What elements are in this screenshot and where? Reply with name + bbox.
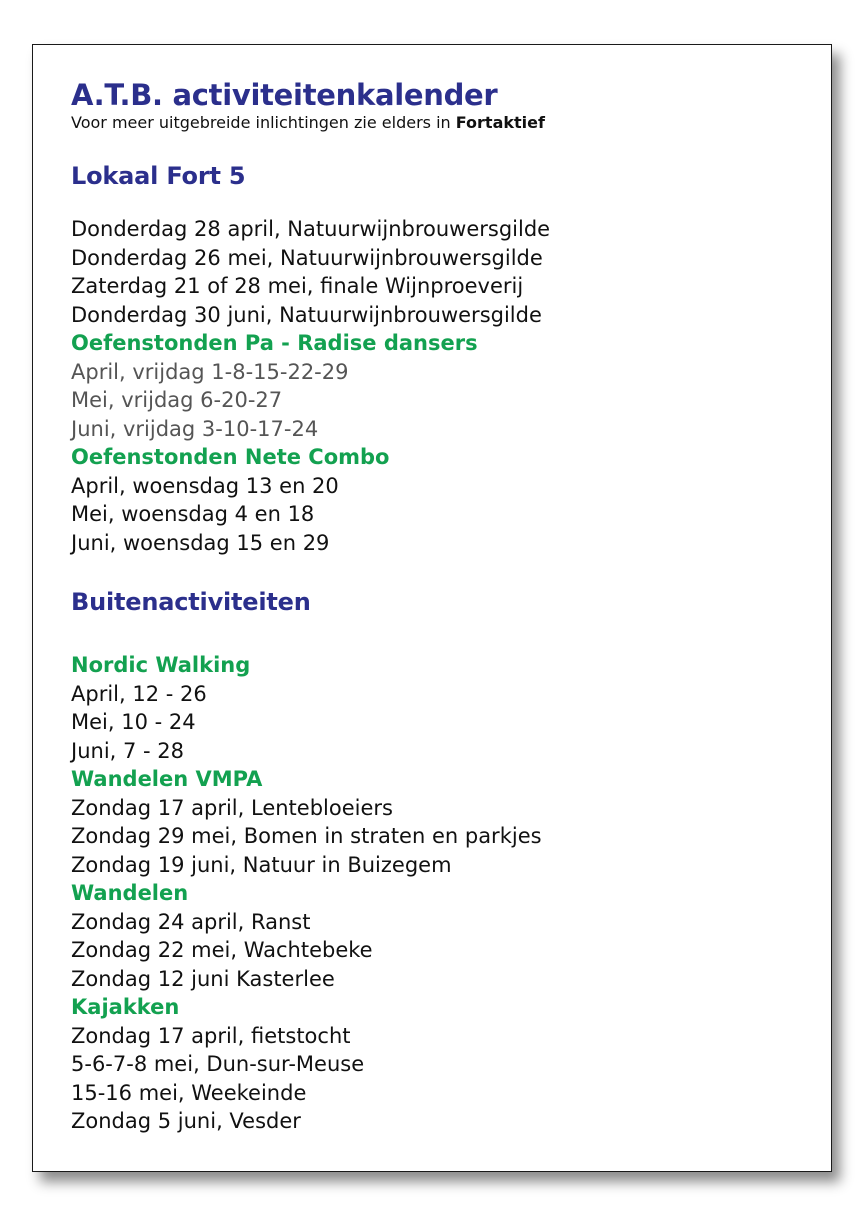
page-content xyxy=(71,77,811,1136)
wandelen-group xyxy=(71,879,811,993)
list-item: Zondag 22 mei, Wachtebeke xyxy=(71,938,373,962)
list-item: Mei, vrijdag 6-20-27 xyxy=(71,388,283,412)
list-item: April, woensdag 13 en 20 xyxy=(71,473,339,498)
list-item: Donderdag 28 april, Natuurwijnbrouwersgilde xyxy=(71,217,551,241)
subheading-kajakken: Kajakken xyxy=(71,995,180,1019)
list-item: Zondag 17 april, fietstocht xyxy=(71,1023,351,1048)
list-item: Donderdag 30 juni, Natuurwijnbrouwersgilde xyxy=(71,302,542,327)
list-item: Mei, woensdag 4 en 18 xyxy=(71,502,315,526)
list-item: 5-6-7-8 mei, Dun-sur-Meuse xyxy=(71,1052,365,1076)
section-heading-lokaal: Lokaal Fort 5 xyxy=(71,162,246,190)
vmpa-group xyxy=(71,765,811,879)
list-item: Juni, vrijdag 3-10-17-24 xyxy=(71,416,319,441)
lokaal-events xyxy=(71,215,811,329)
list-item: April, vrijdag 1-8-15-22-29 xyxy=(71,359,349,384)
list-item: Zondag 5 juni, Vesder xyxy=(71,1109,301,1133)
list-item: Zaterdag 21 of 28 mei, finale Wijnproeverij xyxy=(71,274,524,298)
section-heading-buiten: Buitenactiviteiten xyxy=(71,588,311,616)
page-title: A.T.B. activiteitenkalender xyxy=(71,78,498,112)
page-subtitle xyxy=(71,113,811,133)
subheading-nete: Oefenstonden Nete Combo xyxy=(71,445,390,469)
list-item: Juni, woensdag 15 en 29 xyxy=(71,530,330,555)
subheading-wandelen: Wandelen xyxy=(71,881,189,905)
list-item: April, 12 - 26 xyxy=(71,681,207,706)
list-item: Donderdag 26 mei, Natuurwijnbrouwersgilde xyxy=(71,245,543,270)
list-item: Mei, 10 - 24 xyxy=(71,710,196,734)
subheading-vmpa: Wandelen VMPA xyxy=(71,767,263,791)
list-item: Zondag 29 mei, Bomen in straten en parkjes xyxy=(71,824,542,848)
list-item: Zondag 24 april, Ranst xyxy=(71,909,311,934)
document-page xyxy=(32,44,832,1172)
nete-group xyxy=(71,443,811,557)
subheading-nordic: Nordic Walking xyxy=(71,653,251,677)
list-item: Zondag 12 juni Kasterlee xyxy=(71,966,335,991)
radise-group xyxy=(71,329,811,443)
subtitle-bold-text: Fortaktief xyxy=(455,113,545,132)
list-item: Zondag 19 juni, Natuur in Buizegem xyxy=(71,852,452,877)
subtitle-text: Voor meer uitgebreide inlichtingen zie elders in xyxy=(71,113,451,132)
subheading-radise: Oefenstonden Pa - Radise dansers xyxy=(71,331,478,355)
nordic-group xyxy=(71,651,811,765)
list-item: Zondag 17 april, Lentebloeiers xyxy=(71,795,393,820)
list-item: Juni, 7 - 28 xyxy=(71,738,185,763)
list-item: 15-16 mei, Weekeinde xyxy=(71,1080,307,1105)
kajakken-group xyxy=(71,993,811,1136)
